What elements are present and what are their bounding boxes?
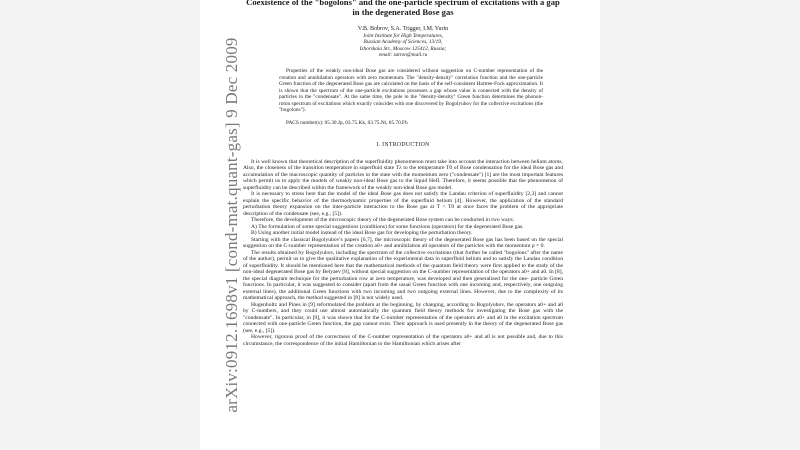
section-heading: I. INTRODUCTION [376,141,430,148]
affiliation [243,33,563,58]
paragraph: Starting with the classical Bogolyubov's papers [6,7], the microscopic theory of the degenerated Bose gas has been based on the special suggestion on the C-number representation of the creation a0+ and annihilation a0 operators of the particles with the momentum p = 0. [243,236,563,250]
affiliation-line: Joint Institute for High Temperatures, [362,33,444,39]
paragraph: It is necessary to stress here that the model of the ideal Bose gas does not satisfy the Landau criterion of superfluidity [2,3] and cannot explain the specific behavior of the thermodynamic properties of the superfluid helium [4]. However, the application of the standard perturbation theory expansion on the inter-particle interaction to the Bose gas at T < T0 at once faces the problem of the appropriate description of the condensate (see, e.g., [5]). [243,191,563,217]
paragraph: The results obtained by Bogolyubov, including the spectrum of the collective excitations (that further be called "bogolons" after the name of the author), permit us to give the qualitative explanation of the experimental data in superfluid helium and to satisfy the Landau condition of superfluidity. It should be mentioned here that the mathematical methods of the quantum field theory were first applied to the study of the non-ideal degenerated Bose gas by Belyaev [8], without special suggestion on the C-number representation of the operators a0+ and a0. In [8], the special diagram technique for the perturbation row at zero temperature, was developed and then generalized for the one- particle Green functions. In particular, it was suggested to consider (apart from the usual Green function with one incoming and, respectively, one outgoing external lines), the additional Green functions with two incoming and two outgoing external lines. However, due to the complexity of its mathematical approach, the method suggested in [8] is not widely used. [243,249,563,302]
left-margin-background [0,0,200,450]
paragraph: A) The formulation of some special suggestions (conditions) for some functions (operators) for the degenerated Bose gas. [251,223,524,230]
paragraph: B) Using another initial model instead of the ideal Bose gas for developing the perturbation theory. [251,230,473,237]
paragraph: Hugenholtz and Pines in [9] reformulated the problem at the beginning, by changing, according to Bogolyubov, the operators a0+ and a0 by C-numbers, and they could use almost automatically the quantum field theory methods for investigating the Bose gas with the "condensate". In particular, in [9], it was shown that for the C-number representation of the operators a0+ and a0 in the excitation spectrum connected with one-particle Green function, the gap cannot exist. Their approach is used presently in the theory of the degenerated Bose gas (see, e.g., [5]). [243,301,563,334]
affiliation-email: email: satron@mail.ru [378,51,428,58]
body-text [243,159,563,348]
pacs-numbers: PACS number(s): 05.30.Jp, 03.75.Kk, 03.75.Nt, 05.70.Fh [286,119,408,126]
affiliation-line: Izhorskaia Str., Moscow 125412, Russia; [359,45,447,52]
right-margin-background [600,0,800,450]
paragraph: It is well known that theoretical description of the superfluidity phenomenon must take into account the interaction between helium atoms. Also, the closeness of the transition temperature in superfluid state Tλ to the temperature T0 of Bose condensation for the ideal Bose gas and accumulation of the macroscopic quantity of particles in the state with the momentum zero ("condensate") [1] are the most important features which permit us to apply the models of weakly non-ideal Bose gas to the liquid HeII. Therefore, it seems possible that the phenomenon of superfluidity can be described within the framework of the weakly non-ideal Bose gas model. [243,158,563,191]
paragraph: Therefore, the development of the microscopic theory of the degenerated Bose system can be conducted in two ways: [251,217,515,224]
paper-title: Coexistence of the "bogolons" and the one-particle spectrum of excitations with a gap in the degenerated Bose gas [246,0,560,17]
authors: V.B. Bobrov, S.A. Trigger, I.M. Yurin [357,26,449,32]
paper-page [243,0,563,450]
arxiv-identifier: arXiv:0912.1698v1 [cond-mat.quant-gas] 9 Dec 2009 [222,37,241,413]
affiliation-line: Russian Academy of Sciences, 13/19, [363,39,443,46]
abstract: Properties of the weakly non-ideal Bose gas are considered without suggestion on C-number representation of the creation and annihilation operators with zero momentum. The "density-density" correlation function and the one-particle Green function of the degenerated Bose gas are calculated on the basis of the self-consistent Hartree-Fock approximation. It is shown that the spectrum of the one-particle excitations possesses a gap whose value is connected with the density of particles in the "condensate". At the same time, the pole in the "density-density" Green function determines the phonon-roton spectrum of excitations which exactly coincides with one discovered by Bogolyubov for the collective excitations (the "bogolons"). [279,68,543,114]
paragraph: However, rigorous proof of the correctness of the C-number representation of the operators a0+ and a0 is not possible and, due to this circumstance, the correspondence of the initial Hamiltonian to the Hamiltonian which arises after [243,334,563,347]
